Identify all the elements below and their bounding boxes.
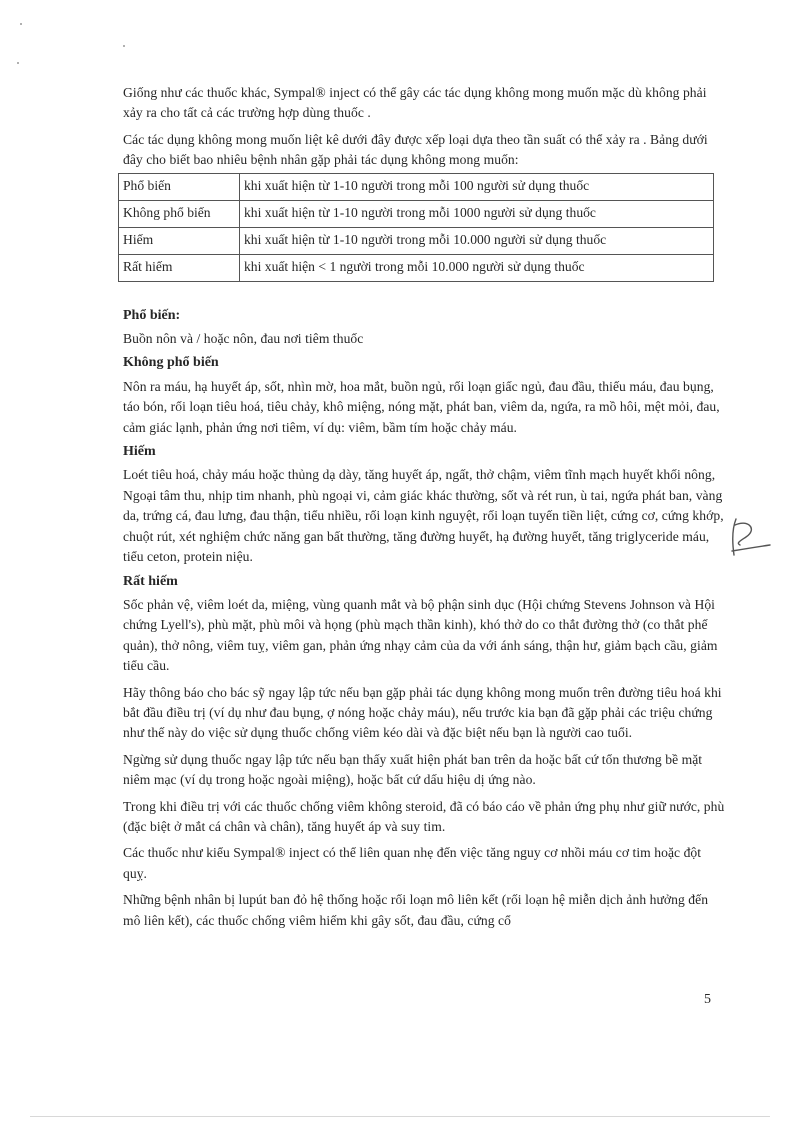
scan-edge-line [30,1116,770,1117]
section-heading-common: Phổ biến: [123,307,181,323]
body-paragraph: Những bệnh nhân bị lupút ban đỏ hệ thống hoặc rối loạn mô liên kết (rối loạn hệ miễn dịch ảnh hưởng đến mô liên kết), các thuốc chống viêm hiếm khi gây sốt, đau đầu, cứng cổ [123,892,709,928]
intro-paragraph: Giống như các thuốc khác, Sympal® inject có thể gây các tác dụng không mong muốn mặc dù không phải xảy ra cho tất cả các trường hợp dùng thuốc . [123,85,707,121]
body-paragraph: Trong khi điều trị với các thuốc chống viêm không steroid, đã có báo cáo về phản ứng phụ như giữ nước, phù (đặc biệt ở mắt cá chân và chân), tăng huyết áp và suy tim. [123,798,725,834]
frequency-term: Phổ biến [119,173,240,200]
scan-speck [123,45,125,47]
body-paragraph: Hãy thông báo cho bác sỹ ngay lập tức nếu bạn gặp phải tác dụng không mong muốn trên đường tiêu hoá khi bắt đầu điều trị (ví dụ như đau bụng, ợ nóng hoặc chảy máu), nếu trước kia bạn đã gặp phải các triệu chứng như thế này do việc sử dụng thuốc chống viêm kéo dài và đặc biệt nếu bạn là người cao tuổi. [123,684,722,741]
intro-paragraph: Các tác dụng không mong muốn liệt kê dưới đây được xếp loại dựa theo tần suất có thể xảy ra . Bảng dưới đây cho biết bao nhiêu bệnh nhân gặp phải tác dụng không mong muốn: [123,131,708,168]
document-body [123,83,727,937]
frequency-definition: khi xuất hiện từ 1-10 người trong mỗi 1000 người sử dụng thuốc [240,200,714,227]
table-row [119,254,714,281]
section-text-uncommon: Nôn ra máu, hạ huyết áp, sốt, nhìn mờ, hoa mắt, buồn ngủ, rối loạn giấc ngủ, đau đầu, thiếu máu, đau bụng, táo bón, rối loạn tiêu hoá, tiêu chảy, khô miệng, nóng mặt, phát ban, viêm da, ngứa, ra mồ hôi, mệt mỏi, đau, cảm giác lạnh, phản ứng nơi tiêm, ví dụ: viêm, bầm tím hoặc chảy máu. [123,378,720,435]
handwritten-initials-signature [726,515,774,559]
section-text-common: Buồn nôn và / hoặc nôn, đau nơi tiêm thuốc [123,331,364,347]
page-number: 5 [704,992,711,1007]
frequency-table [118,173,714,282]
body-paragraph: Các thuốc như kiểu Sympal® inject có thể liên quan nhẹ đến việc tăng nguy cơ nhồi máu cơ tim hoặc đột quỵ. [123,845,702,881]
section-heading-rare: Hiếm [123,444,156,460]
scan-speck [17,62,19,64]
frequency-definition: khi xuất hiện từ 1-10 người trong mỗi 100 người sử dụng thuốc [240,173,714,200]
frequency-term: Không phổ biến [119,200,240,227]
frequency-definition: khi xuất hiện < 1 người trong mỗi 10.000 người sử dụng thuốc [240,254,714,281]
section-heading-uncommon: Không phổ biến [123,355,219,371]
table-row [119,227,714,254]
frequency-definition: khi xuất hiện từ 1-10 người trong mỗi 10.000 người sử dụng thuốc [240,227,714,254]
scan-speck [20,23,22,25]
section-heading-very-rare: Rất hiếm [123,573,178,589]
table-row [119,200,714,227]
frequency-term: Rất hiếm [119,254,240,281]
table-row [119,173,714,200]
frequency-term: Hiếm [119,227,240,254]
section-text-very-rare: Sốc phản vệ, viêm loét da, miệng, vùng quanh mắt và bộ phận sinh dục (Hội chứng Stevens Johnson và Hội chứng Lyell's), phù mặt, phù môi và họng (phù mạch thần kinh), khó thở do co thắt đường thở (co thắt phế quản), thở nông, viêm tuỵ, viêm gan, phản ứng nhạy cảm của da với ánh sáng, thận hư, giảm bạch cầu, giảm tiểu cầu. [123,596,718,674]
section-text-rare: Loét tiêu hoá, chảy máu hoặc thủng dạ dày, tăng huyết áp, ngất, thở chậm, viêm tĩnh mạch huyết khối nông, Ngoại tâm thu, nhịp tim nhanh, phù ngoại vi, cảm giác khác thường, sốt và rét run, ù tai, ngứa phát ban, vàng da, trứng cá, đau lưng, đau thận, tiểu nhiều, rối loạn kinh nguyệt, rối loạn tuyến tiền liệt, cứng cơ, cứng khớp, chuột rút, xét nghiệm chức năng gan bất thường, tăng đường huyết, hạ đường huyết, tăng triglyceride máu, tiểu ceton, protein niệu. [123,467,724,565]
body-paragraph: Ngừng sử dụng thuốc ngay lập tức nếu bạn thấy xuất hiện phát ban trên da hoặc bất cứ tổn thương bề mặt niêm mạc (ví dụ trong hoặc ngoài miệng), hoặc bất cứ dấu hiệu dị ứng nào. [123,751,703,788]
